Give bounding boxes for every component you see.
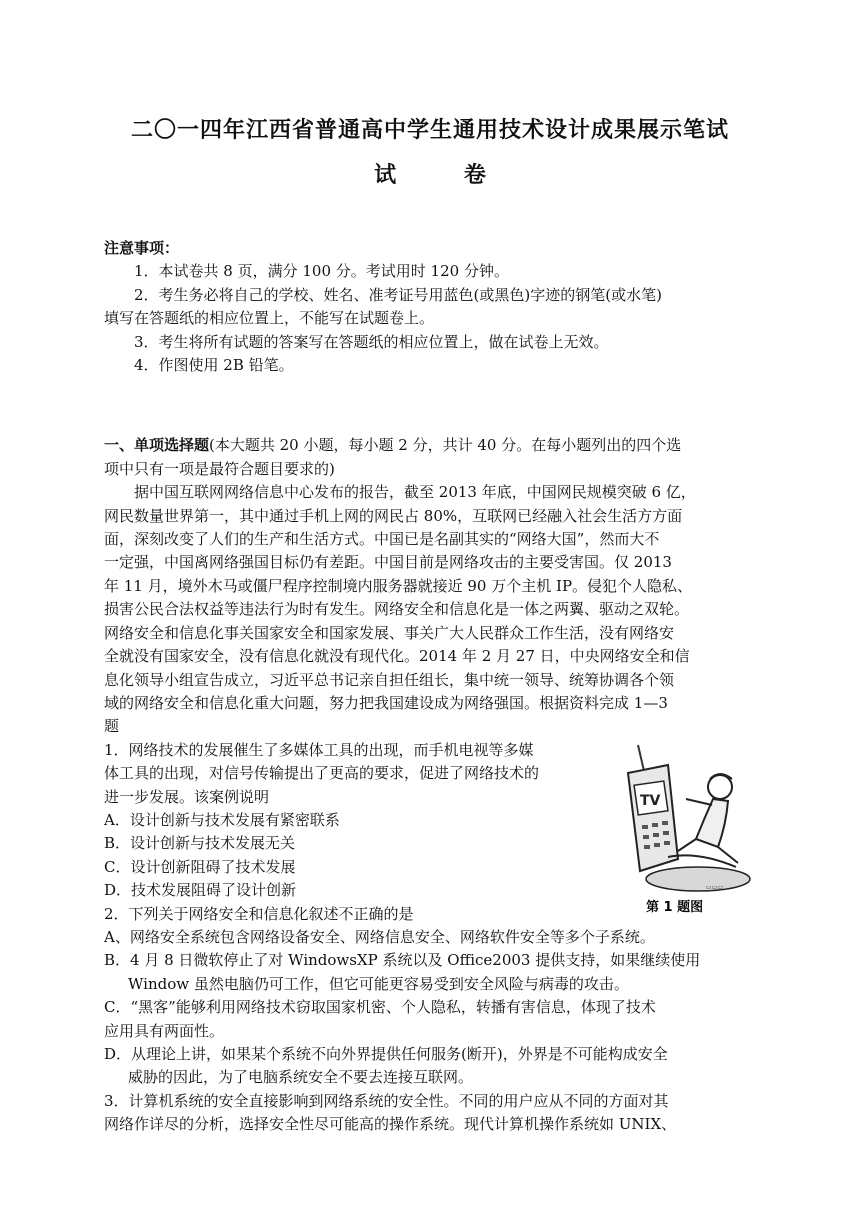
q3-line: 3．计算机系统的安全直接影响到网络系统的安全性。不同的用户应从不同的方面对其: [104, 1091, 669, 1110]
notice-item: 2．考生务必将自己的学校、姓名、准考证号用蓝色(或黑色)字迹的钢笔(或水笔): [134, 285, 662, 304]
q1-option-c: C．设计创新阻碍了技术发展: [104, 857, 296, 876]
svg-text:▭▭▭: ▭▭▭: [706, 883, 724, 891]
passage-line: 年 11 月，境外木马或僵尸程序控制境内服务器就接近 90 万个主机 IP。侵犯个人隐私、: [104, 576, 693, 595]
passage-line: 网民数量世界第一，其中通过手机上网的网民占 80%，互联网已经融入社会生活方方面: [104, 506, 683, 525]
tv-screen-text: TV: [640, 792, 661, 809]
passage-line: 息化领导小组宣告成立，习近平总书记亲自担任组长，集中统一领导、统筹协调各个领: [104, 670, 675, 689]
q1-option-a: A．设计创新与技术发展有紧密联系: [104, 810, 340, 829]
section-note: (本大题共 20 小题，每小题 2 分，共计 40 分。在每小题列出的四个选: [209, 436, 682, 455]
q1-stem-line: 进一步发展。该案例说明: [104, 787, 270, 806]
q2-option-c: C．“黑客”能够利用网络技术窃取国家机密、个人隐私，转播有害信息，体现了技术: [104, 998, 656, 1017]
q2-option-d-cont: 威胁的因此，为了电脑系统安全不要去连接互联网。: [128, 1068, 474, 1087]
passage-line: 全就没有国家安全，没有信息化就没有现代化。2014 年 2 月 27 日，中央网络安全和信: [104, 647, 690, 666]
notice-item: 4．作图使用 2B 铅笔。: [134, 356, 294, 375]
notice-item: 1．本试卷共 8 页，满分 100 分。考试用时 120 分钟。: [134, 262, 509, 281]
notice-heading: 注意事项：: [104, 239, 180, 257]
q2-option-b: B．4 月 8 日微软停止了对 WindowsXP 系统以及 Office2003 提供支持，如果继续使用: [104, 951, 701, 970]
q2-option-d: D．从理论上讲，如果某个系统不向外界提供任何服务(断开)，外界是不可能构成安全: [104, 1045, 668, 1063]
section-heading-line: [104, 434, 758, 457]
exam-body: [104, 237, 758, 1137]
exam-subtitle: 试 卷: [374, 162, 516, 188]
q1-stem-line: 1．网络技术的发展催生了多媒体工具的出现，而手机电视等多媒: [104, 740, 534, 759]
passage-line: 网络安全和信息化事关国家安全和国家发展、事关广大人民群众工作生活，没有网络安: [104, 623, 675, 642]
passage-line: 域的网络安全和信息化重大问题，努力把我国建设成为网络强国。根据资料完成 1—3: [104, 693, 668, 712]
passage-line: 一定强，中国离网络强国目标仍有差距。中国目前是网络攻击的主要受害国。仅 2013: [104, 553, 672, 572]
q3-line: 网络作详尽的分析，选择安全性尽可能高的操作系统。现代计算机操作系统如 UNIX、: [104, 1115, 677, 1134]
passage-line: 面，深刻改变了人们的生产和生活方式。中国已是名副其实的“网络大国”，然而大不: [104, 530, 660, 549]
q1-stem-line: 体工具的出现，对信号传输提出了更高的要求，促进了网络技术的: [104, 764, 540, 783]
section-heading: 一、单项选择题: [104, 436, 210, 455]
q2-option-a: A、网络安全系统包含网络设备安全、网络信息安全、网络软件安全等多个子系统。: [104, 927, 655, 946]
phone-tv-illustration-icon: [608, 739, 758, 919]
passage-line: 损害公民合法权益等违法行为时有发生。网络安全和信息化是一体之两翼、驱动之双轮。: [104, 600, 690, 619]
exam-title: 二〇一四年江西省普通高中学生通用技术设计成果展示笔试: [130, 117, 729, 143]
q2-stem: 2．下列关于网络安全和信息化叙述不正确的是: [104, 904, 414, 923]
q2-option-b-cont: Window 虽然电脑仍可工作，但它可能更容易受到安全风险与病毒的攻击。: [128, 974, 629, 993]
figure-caption: 第 1 题图: [646, 899, 704, 915]
notice-item: 3．考生将所有试题的答案写在答题纸的相应位置上，做在试卷上无效。: [134, 332, 609, 351]
q1-option-b: B．设计创新与技术发展无关: [104, 834, 296, 853]
section-note-line2: 项中只有一项是最符合题目要求的): [104, 459, 335, 478]
passage-line: 据中国互联网网络信息中心发布的报告，截至 2013 年底，中国网民规模突破 6 亿，: [134, 483, 696, 502]
q1-option-d: D．技术发展阻碍了设计创新: [104, 881, 297, 900]
q1-figure: [608, 739, 758, 919]
passage-line: 题: [104, 717, 120, 736]
notice-item: 填写在答题纸的相应位置上，不能写在试题卷上。: [104, 309, 435, 328]
q2-option-c-cont: 应用具有两面性。: [104, 1021, 225, 1040]
